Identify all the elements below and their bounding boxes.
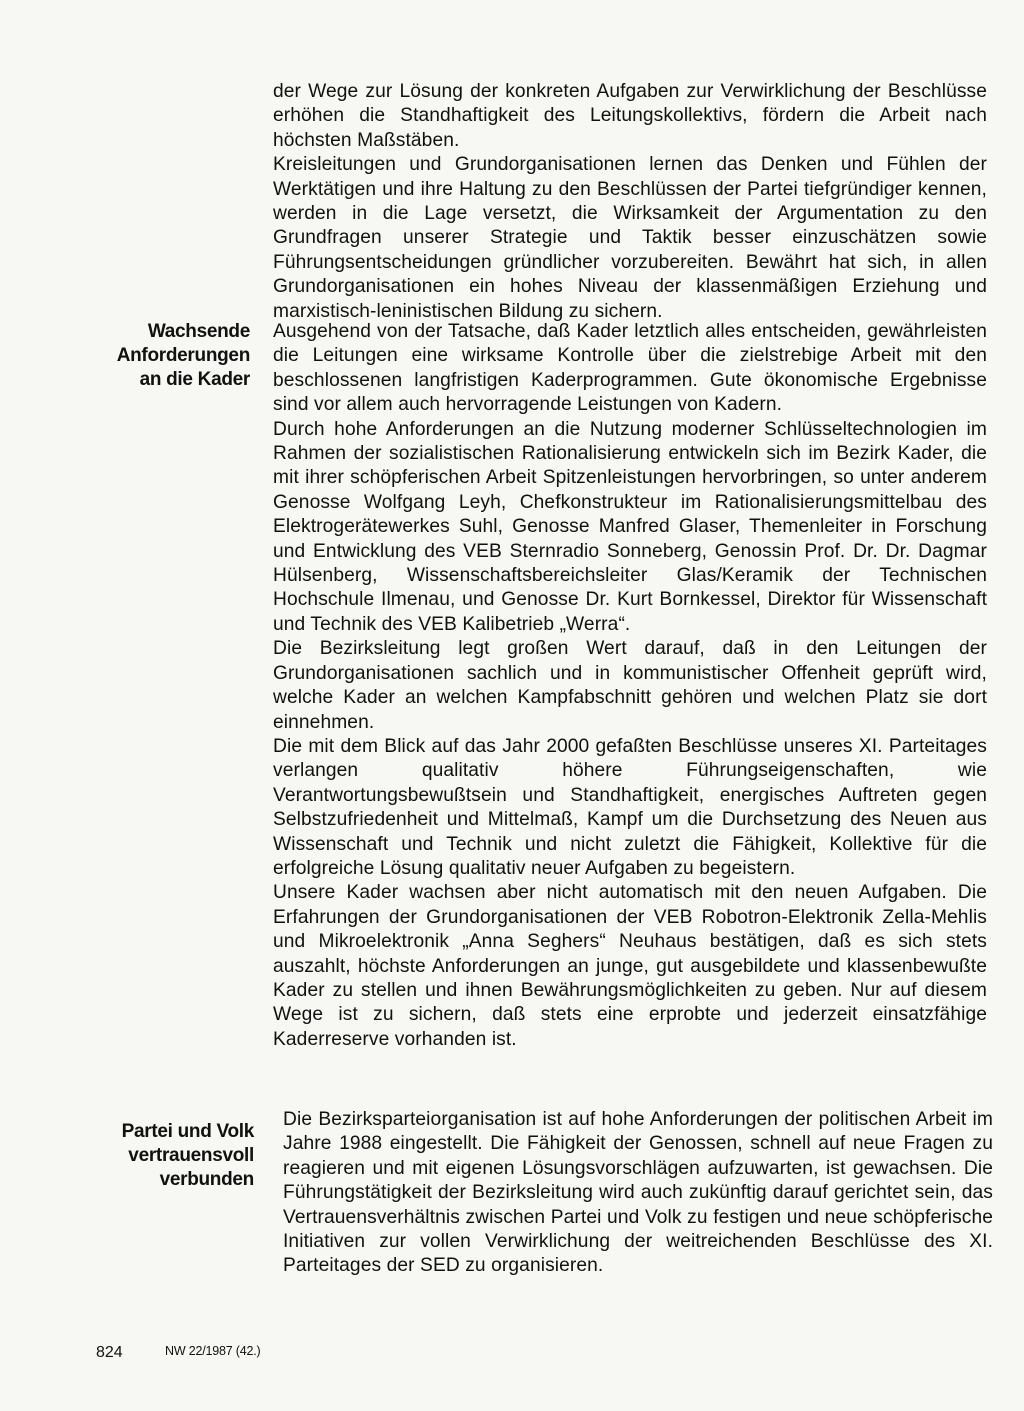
sidenote-heading-volk	[100, 1120, 254, 1192]
sidenote-line: vertrauensvoll	[128, 1145, 254, 1166]
sidenote-line: an die Kader	[139, 369, 250, 390]
paragraph: Durch hohe Anforderungen an die Nutzung moderner Schlüsseltechnologien im Rahmen der sozialistischen Rationalisierung entwickeln sich im Bezirk Kader, die mit ihrer schöpferischen Arbeit Spitzenleistungen hervorbringen, so unter anderem Genosse Wolfgang Leyh, Chefkonstrukteur im Rationalisierungsmittelbau des Elektrogerätewerkes Suhl, Genosse Manfred Glaser, Themenleiter in Forschung und Entwicklung des VEB Sternradio Sonneberg, Genossin Prof. Dr. Dr. Dagmar Hülsenberg, Wissenschaftsbereichsleiter Glas/Keramik der Technischen Hochschule Ilmenau, und Genosse Dr. Kurt Bornkessel, Direktor für Wissenschaft und Technik des VEB Kalibetrieb „Werra“.	[273, 418, 987, 635]
section-volk	[283, 1108, 993, 1279]
paragraph: Ausgehend von der Tatsache, daß Kader letztlich alles entscheiden, gewährleisten die Leitungen eine wirksame Kontrolle über die zielstrebige Arbeit mit den beschlossenen langfristigen Kaderprogrammen. Gute ökonomische Ergebnisse sind vor allem auch hervorragende Leistungen von Kadern.	[273, 321, 987, 416]
sidenote-line: Anforderungen	[116, 345, 250, 366]
page-number: 824	[96, 1344, 123, 1361]
paragraph: Die Bezirksleitung legt großen Wert darauf, daß in den Leitungen der Grundorganisationen sachlich und in kommunistischer Offenheit geprüft wird, welche Kader an welchen Kampfabschnitt gehören und welchen Platz sie dort einnehmen.	[273, 638, 987, 733]
journal-reference: NW 22/1987 (42.)	[165, 1344, 261, 1358]
paragraph: Unsere Kader wachsen aber nicht automatisch mit den neuen Aufgaben. Die Erfahrungen der Grundorganisationen der VEB Robotron-Elektronik Zella-Mehlis und Mikroelektronik „Anna Seghers“ Neuhaus bestätigen, daß es sich stets auszahlt, höchste Anforderungen an junge, gut ausgebildete und klassenbewußte Kader zu stellen und ihnen Bewährungsmöglichkeiten zu geben. Nur auf diesem Wege ist zu sichern, daß stets eine erprobte und jederzeit einsatzfähige Kaderreserve vorhanden ist.	[273, 882, 987, 1050]
paragraph: Die mit dem Blick auf das Jahr 2000 gefaßten Beschlüsse unseres XI. Parteitages verlangen qualitativ höhere Führungseigenschaften, wie Verantwortungsbewußtsein und Standhaftigkeit, energisches Auftreten gegen Selbstzufriedenheit und Mittelmaß, Kampf um die Durchsetzung des Neuen aus Wissenschaft und Technik und nicht zuletzt die Fähigkeit, Kollektive für die erfolgreiche Lösung qualitativ neuer Aufgaben zu begeistern.	[273, 735, 987, 879]
paragraph: Die Bezirksparteiorganisation ist auf hohe Anforderungen der politischen Arbeit im Jahre 1988 eingestellt. Die Fähigkeit der Genossen, schnell auf neue Fragen zu reagieren und mit eigenen Lösungsvorschlägen aufzuwarten, ist gewachsen. Die Führungstätigkeit der Bezirksleitung wird auch zukünftig darauf gerichtet sein, das Vertrauensverhältnis zwischen Partei und Volk zu festigen und neue schöpferische Initiativen zur vollen Verwirklichung der weitreichenden Beschlüsse des XI. Parteitages der SED zu organisieren.	[283, 1109, 993, 1277]
sidenote-heading-kader	[96, 320, 250, 392]
sidenote-line: Wachsende	[147, 321, 250, 342]
sidenote-line: verbunden	[159, 1169, 254, 1190]
section-continuation	[273, 80, 987, 324]
section-kader	[273, 320, 987, 1052]
paragraph: Kreisleitungen und Grundorganisationen lernen das Denken und Fühlen der Werktätigen und ihre Haltung zu den Beschlüssen der Partei tiefgründiger kennen, werden in die Lage versetzt, die Wirksamkeit der Argumentation zu den Grundfragen unserer Strategie und Taktik besser einzuschätzen sowie Führungsentscheidungen gründlicher vorzubereiten. Bewährt hat sich, in allen Grundorganisationen ein hohes Niveau der klassenmäßigen Erziehung und marxistisch-leninistischen Bildung zu sichern.	[273, 154, 987, 322]
sidenote-line: Partei und Volk	[121, 1121, 254, 1142]
paragraph: der Wege zur Lösung der konkreten Aufgaben zur Verwirklichung der Beschlüsse erhöhen die Standhaftigkeit des Leitungskollektivs, fördern die Arbeit nach höchsten Maßstäben.	[273, 81, 987, 151]
